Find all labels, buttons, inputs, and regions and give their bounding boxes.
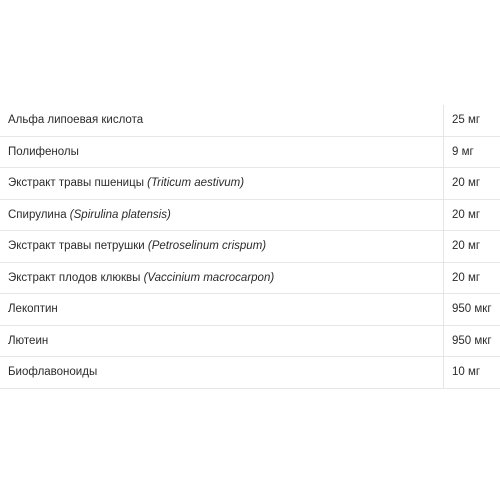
ingredient-name (0, 105, 443, 136)
table-row (0, 357, 500, 389)
ingredient-label: Полифенолы (8, 145, 79, 158)
ingredient-name (0, 326, 443, 357)
ingredient-label: Экстракт травы петрушки (8, 240, 148, 252)
ingredient-amount: 9 мг (443, 137, 500, 168)
ingredient-label: Лютеин (8, 334, 49, 347)
ingredient-label: Биофлавоноиды (8, 366, 98, 378)
ingredient-name (0, 200, 443, 231)
table-row (0, 263, 500, 295)
ingredient-name (0, 294, 443, 325)
ingredient-label: Экстракт плодов клюквы (8, 271, 144, 284)
ingredient-name (0, 263, 443, 294)
ingredient-amount: 20 мг (443, 231, 500, 262)
table-row (0, 200, 500, 232)
ingredient-amount: 20 мг (443, 200, 500, 231)
ingredient-amount: 950 мкг (443, 294, 500, 325)
ingredient-latin-name: (Spirulina platensis) (69, 208, 171, 221)
ingredient-amount: 20 мг (443, 263, 500, 294)
ingredient-label: Альфа липоевая кислота (8, 114, 144, 126)
table-row (0, 137, 500, 169)
table-row (0, 294, 500, 326)
ingredient-name (0, 357, 443, 388)
ingredient-label: Экстракт травы пшеницы (8, 177, 148, 189)
table-row (0, 326, 500, 358)
ingredient-amount: 10 мг (443, 357, 500, 388)
ingredient-amount: 20 мг (443, 168, 500, 199)
ingredient-latin-name: (Vaccinium macrocarpon) (143, 271, 275, 284)
ingredient-label: Лекоптин (8, 303, 58, 315)
ingredient-amount: 950 мкг (443, 326, 500, 357)
ingredient-name (0, 137, 443, 168)
table-row (0, 168, 500, 200)
ingredients-table (0, 105, 500, 389)
ingredient-name (0, 168, 443, 199)
ingredient-latin-name: (Triticum aestivum) (147, 177, 245, 189)
ingredient-latin-name: (Petroselinum crispum) (147, 240, 267, 252)
table-row (0, 105, 500, 137)
ingredient-name (0, 231, 443, 262)
ingredient-label: Спирулина (8, 208, 70, 221)
table-row (0, 231, 500, 263)
ingredient-amount: 25 мг (443, 105, 500, 136)
